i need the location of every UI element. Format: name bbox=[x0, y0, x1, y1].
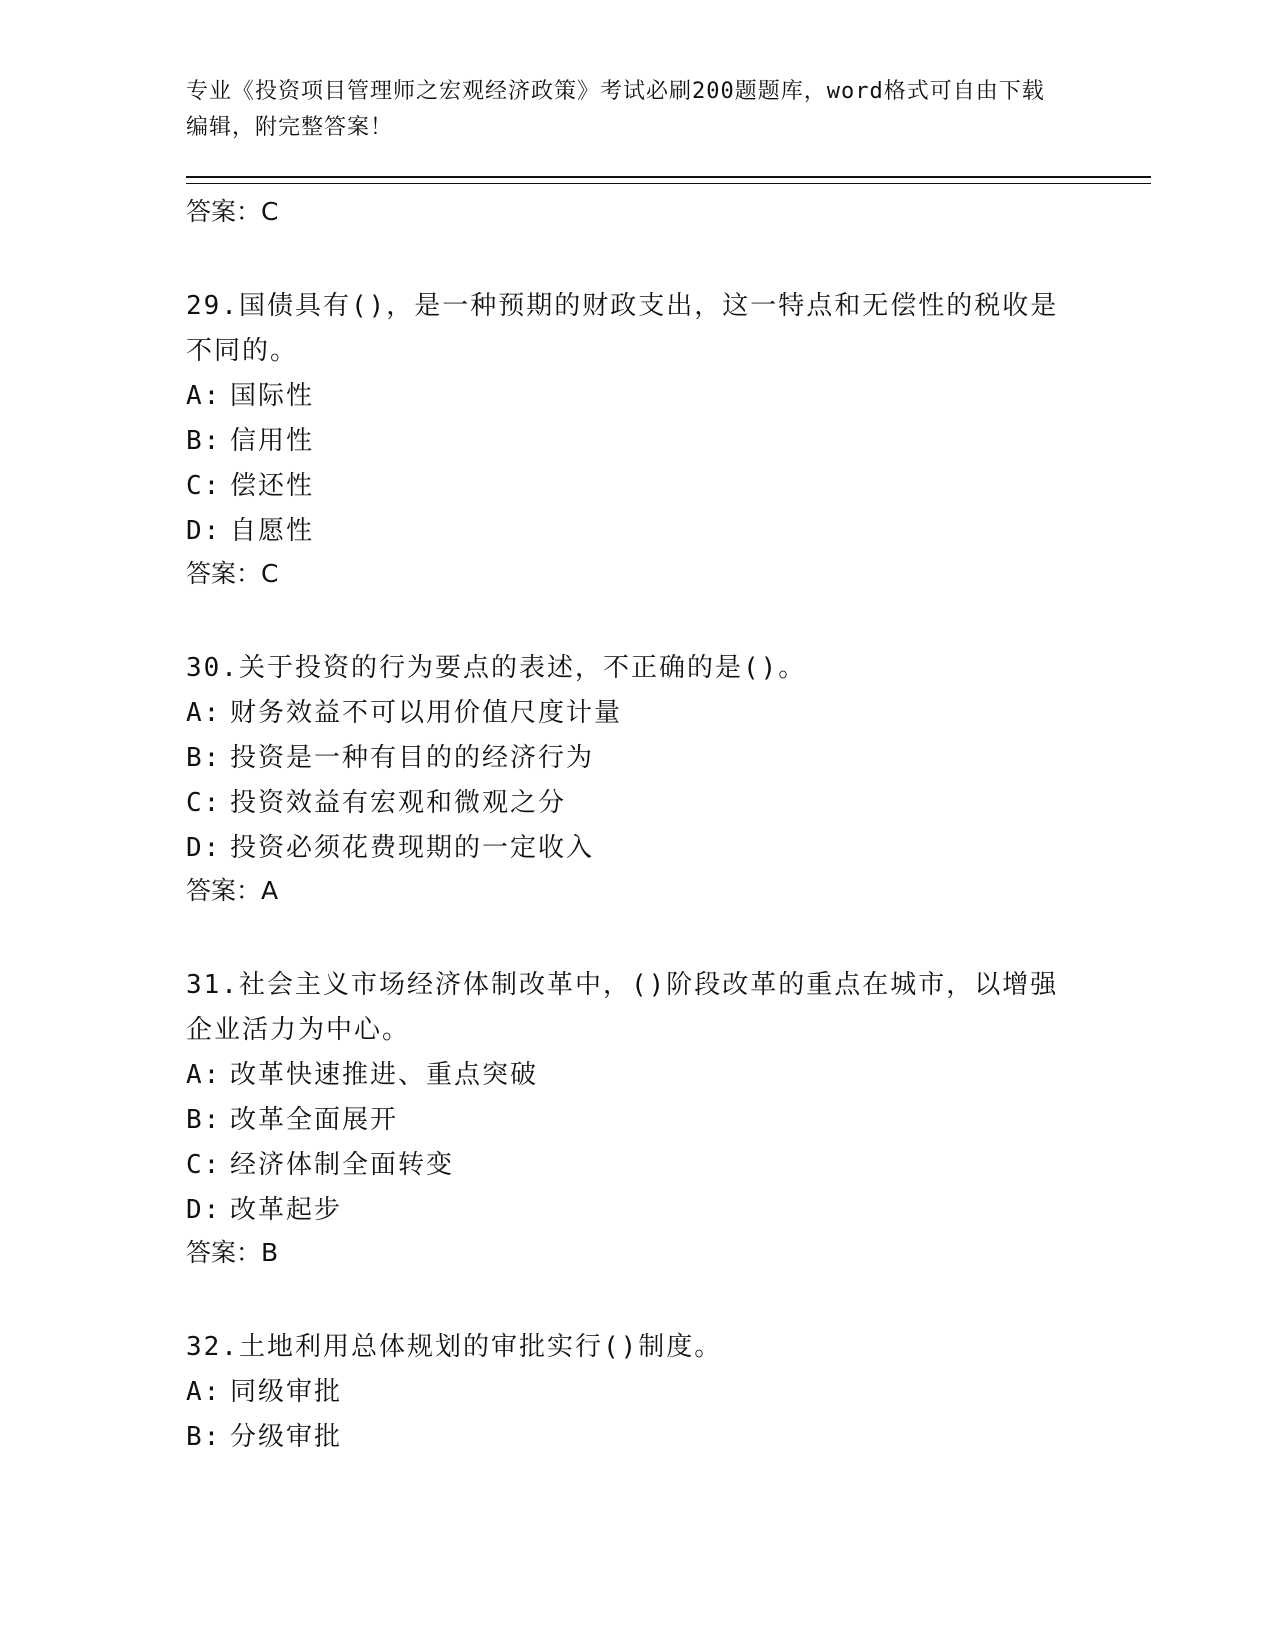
option-c bbox=[186, 1143, 1086, 1188]
option-a bbox=[186, 1370, 1086, 1415]
option-key: B: bbox=[186, 743, 222, 773]
question-item bbox=[186, 1325, 1086, 1460]
option-text: 改革快速推进、重点突破 bbox=[230, 1060, 539, 1090]
option-a bbox=[186, 691, 1086, 736]
option-b bbox=[186, 1415, 1086, 1460]
option-key: B: bbox=[186, 1422, 222, 1452]
answer-line: 答案：A bbox=[186, 876, 279, 905]
question-stem: 30.关于投资的行为要点的表述，不正确的是()。 bbox=[186, 653, 807, 683]
option-text: 投资效益有宏观和微观之分 bbox=[230, 788, 567, 818]
option-a bbox=[186, 374, 1086, 419]
option-d bbox=[186, 826, 1086, 871]
option-text: 改革全面展开 bbox=[230, 1105, 399, 1135]
option-key: C: bbox=[186, 471, 222, 501]
answer-line: 答案：C bbox=[186, 559, 279, 588]
question-item bbox=[186, 646, 1086, 911]
question-stem: 29.国债具有()，是一种预期的财政支出，这一特点和无偿性的税收是不同的。 bbox=[186, 291, 1059, 366]
question-item bbox=[186, 963, 1086, 1273]
option-key: A: bbox=[186, 698, 222, 728]
option-key: A: bbox=[186, 1377, 222, 1407]
option-c bbox=[186, 464, 1086, 509]
question-stem: 32.土地利用总体规划的审批实行()制度。 bbox=[186, 1332, 723, 1362]
option-text: 偿还性 bbox=[230, 471, 315, 501]
answer-line: 答案：C bbox=[186, 197, 279, 226]
option-text: 投资是一种有目的的经济行为 bbox=[230, 743, 595, 773]
option-text: 改革起步 bbox=[230, 1195, 343, 1225]
option-text: 分级审批 bbox=[230, 1422, 343, 1452]
option-d bbox=[186, 509, 1086, 554]
option-key: C: bbox=[186, 1150, 222, 1180]
option-b bbox=[186, 419, 1086, 464]
option-text: 自愿性 bbox=[230, 516, 315, 546]
option-key: A: bbox=[186, 1060, 222, 1090]
option-text: 投资必须花费现期的一定收入 bbox=[230, 833, 595, 863]
option-d bbox=[186, 1188, 1086, 1233]
option-a bbox=[186, 1053, 1086, 1098]
option-text: 财务效益不可以用价值尺度计量 bbox=[230, 698, 623, 728]
header-divider bbox=[186, 176, 1151, 184]
page-header-title: 专业《投资项目管理师之宏观经济政策》考试必刷200题题库，word格式可自由下载编辑，附完整答案！ bbox=[186, 79, 1045, 140]
option-text: 同级审批 bbox=[230, 1377, 343, 1407]
option-key: A: bbox=[186, 381, 222, 411]
option-key: D: bbox=[186, 516, 222, 546]
option-text: 信用性 bbox=[230, 426, 315, 456]
option-text: 经济体制全面转变 bbox=[230, 1150, 455, 1180]
option-key: D: bbox=[186, 1195, 222, 1225]
option-b bbox=[186, 1098, 1086, 1143]
question-list bbox=[186, 190, 1086, 1460]
option-key: D: bbox=[186, 833, 222, 863]
option-key: C: bbox=[186, 788, 222, 818]
option-key: B: bbox=[186, 426, 222, 456]
option-b bbox=[186, 736, 1086, 781]
question-item bbox=[186, 284, 1086, 594]
option-text: 国际性 bbox=[230, 381, 315, 411]
question-stem: 31.社会主义市场经济体制改革中，()阶段改革的重点在城市，以增强企业活力为中心。 bbox=[186, 970, 1059, 1045]
option-key: B: bbox=[186, 1105, 222, 1135]
answer-line: 答案：B bbox=[186, 1238, 279, 1267]
option-c bbox=[186, 781, 1086, 826]
